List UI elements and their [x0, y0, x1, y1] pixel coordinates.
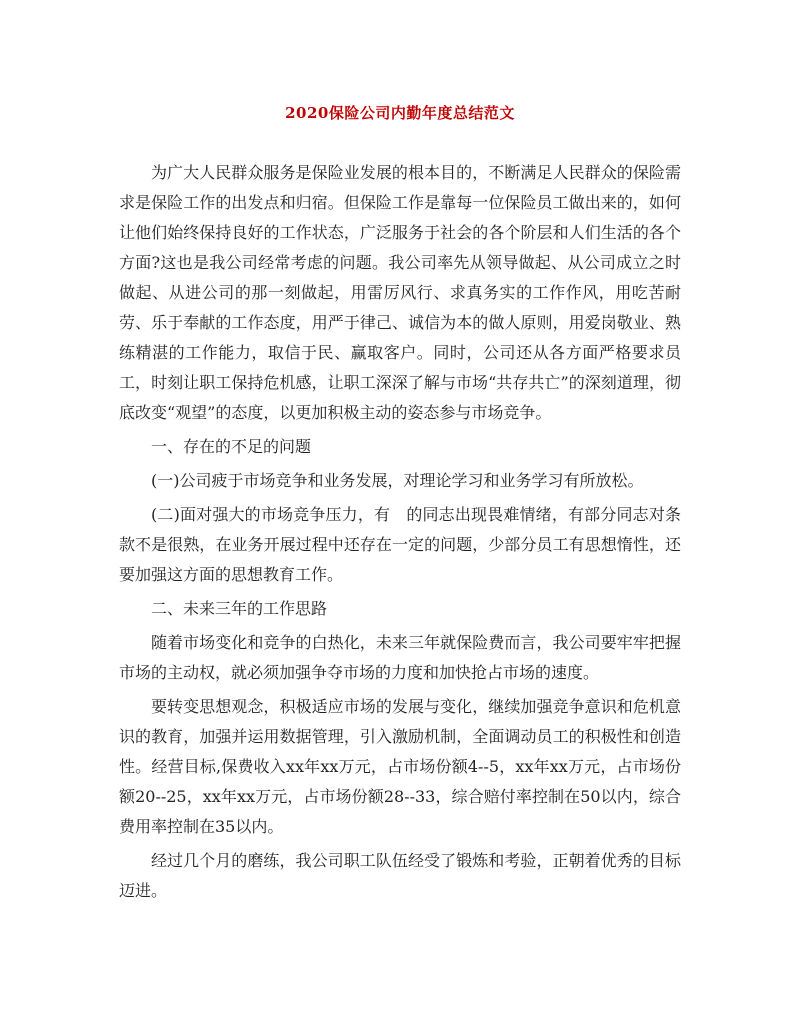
paragraph-problem-1: (一)公司疲于市场竞争和业务发展，对理论学习和业务学习有所放松。	[151, 471, 644, 490]
section-heading-problems: 一、存在的不足的问题	[151, 437, 312, 456]
document-title: 2020保险公司内勤年度总结范文	[285, 104, 515, 122]
document-body	[119, 158, 681, 906]
paragraph-problem-2: (二)面对强大的市场竞争压力，有 的同志出现畏难情绪，有部分同志对条款不是很熟，在业务开展过程中还存在一定的问题，少部分员工有思想惰性，还要加强这方面的思想教育工作。	[119, 505, 681, 584]
section-heading-plan: 二、未来三年的工作思路	[151, 599, 328, 618]
paragraph-conclusion: 经过几个月的磨练，我公司职工队伍经受了锻炼和考验，正朝着优秀的目标迈进。	[119, 851, 681, 900]
paragraph-intro: 为广大人民群众服务是保险业发展的根本目的，不断满足人民群众的保险需求是保险工作的出发点和归宿。但保险工作是靠每一位保险员工做出来的，如何让他们始终保持良好的工作状态，广泛服务于社会的各个阶层和人们生活的各个方面?这也是我公司经常考虑的问题。我公司率先从领导做起、从公司成立之时做起、从进公司的那一刻做起，用雷厉风行、求真务实的工作作风，用吃苦耐劳、乐于奉献的工作态度，用严于律己、诚信为本的做人原则，用爱岗敬业、熟练精湛的工作能力，取信于民、赢取客户。同时，公司还从各方面严格要求员工，时刻让职工保持危机感，让职工深深了解与市场“共存共亡”的深刻道理，彻底改变“观望”的态度，以更加积极主动的姿态参与市场竞争。	[119, 163, 681, 422]
paragraph-plan-2: 要转变思想观念，积极适应市场的发展与变化，继续加强竞争意识和危机意识的教育，加强并运用数据管理，引入激励机制，全面调动员工的积极性和创造性。经营目标,保费收入xx年xx万元，占市场份额4--5，xx年xx万元，占市场份额20--25，xx年xx万元，占市场份额28--33，综合赔付率控制在50以内，综合费用率控制在35以内。	[119, 697, 681, 836]
paragraph-plan-1: 随着市场变化和竞争的白热化，未来三年就保险费而言，我公司要牢牢把握市场的主动权，就必须加强争夺市场的力度和加快抢占市场的速度。	[119, 633, 681, 682]
